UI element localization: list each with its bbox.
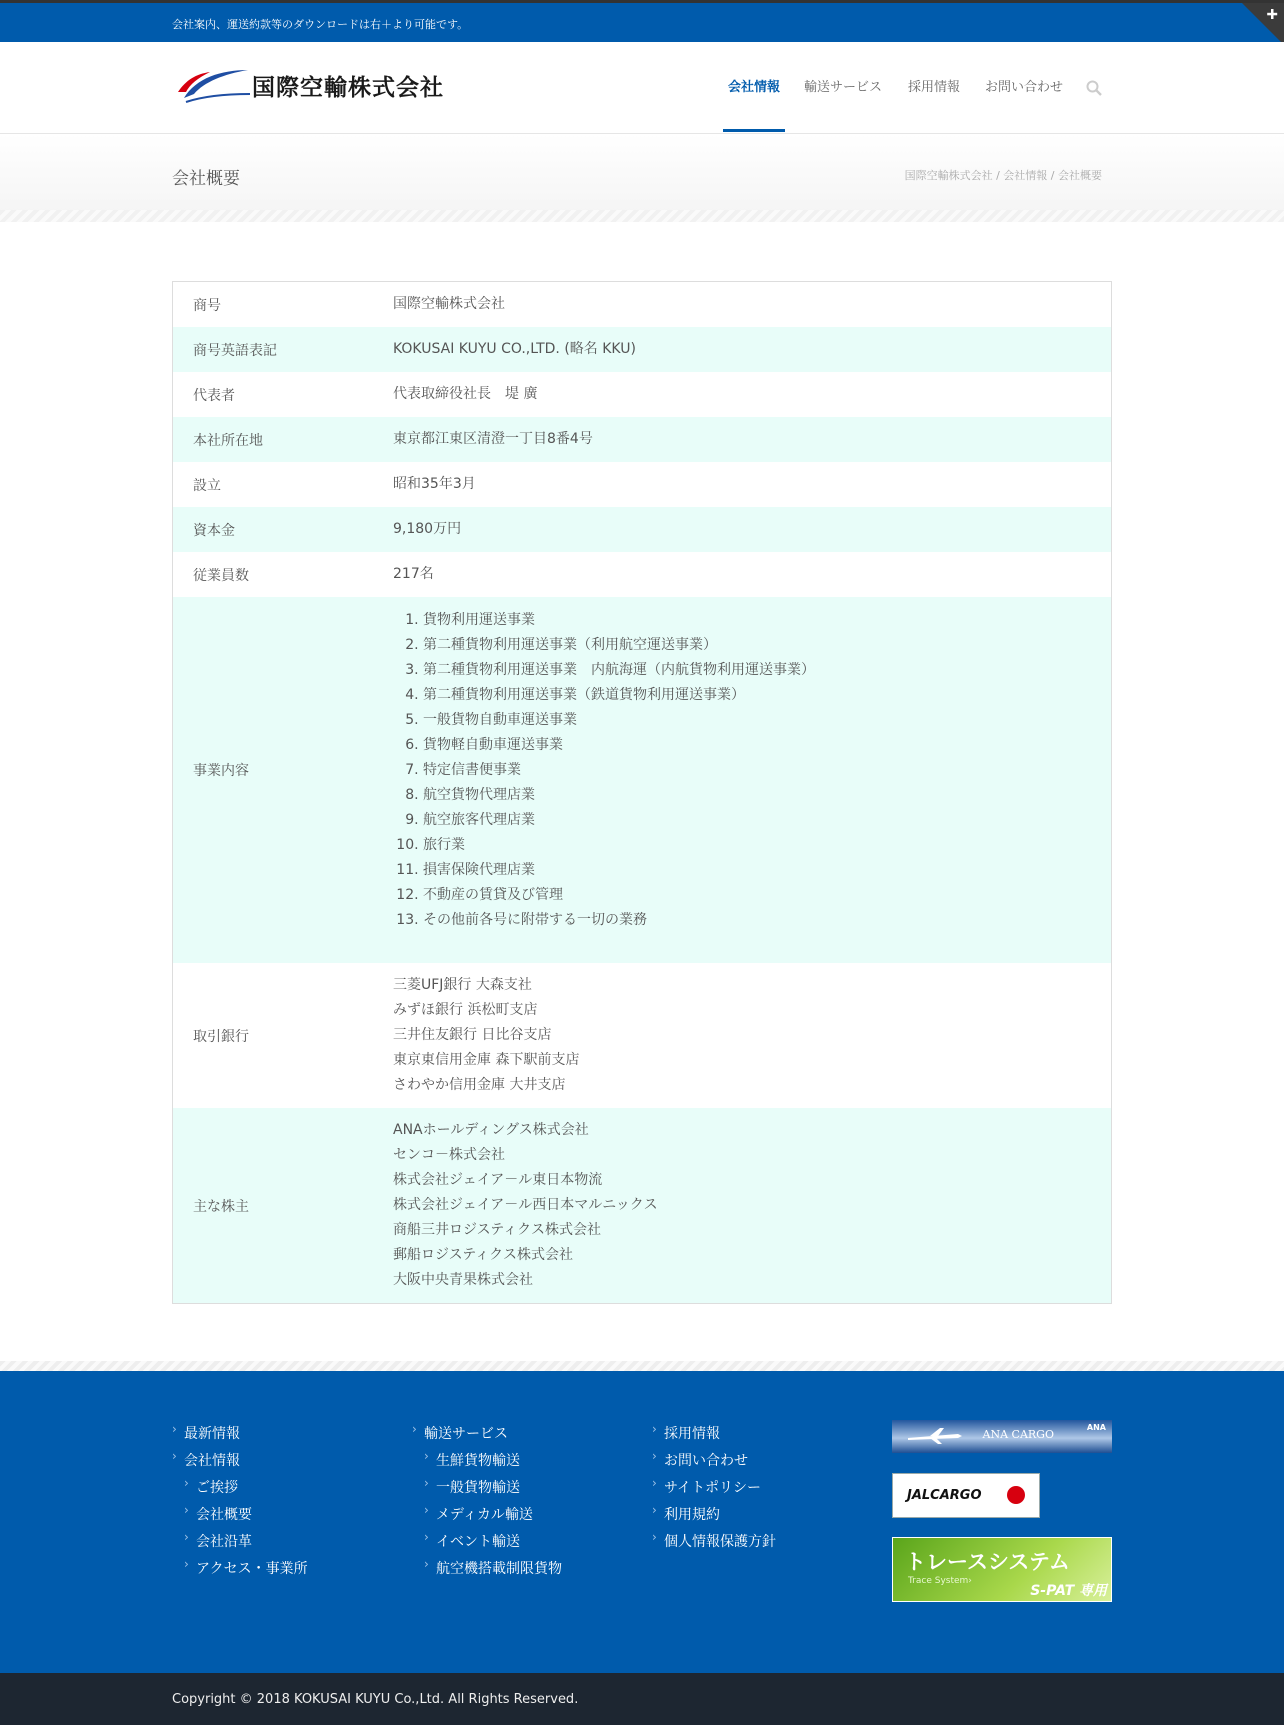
copyright-text: Copyright © 2018 KOKUSAI KUYU Co.,Ltd. All Rights Reserved. [172,1692,579,1707]
nav-contact[interactable]: お問い合わせ [985,80,1064,95]
ana-banner-text: ANA CARGO [982,1428,1054,1441]
trace-system-banner[interactable] [892,1537,1112,1602]
row-key: 従業員数 [193,567,249,584]
list-item: ANAホールディングス株式会社 [393,1122,589,1138]
site-logo[interactable] [176,60,446,110]
list-item: 1. 貨物利用運送事業 [423,608,1111,633]
download-toggle-button[interactable] [1242,3,1284,45]
breadcrumb[interactable]: 国際空輸株式会社 / 会社情報 / 会社概要 [904,169,1102,182]
row-value: 217名 [393,566,434,582]
row-value: 昭和35年3月 [393,476,476,492]
ana-mark: ANA [1086,1423,1106,1432]
row-key: 取引銀行 [193,1028,249,1045]
trace-banner-title: トレースシステム [905,1550,1070,1574]
table-row [173,462,1111,507]
footer-link-recruit[interactable]: › 採用情報 [652,1423,776,1450]
list-item: 8. 航空貨物代理店業 [423,783,1111,808]
list-item: 5. 一般貨物自動車運送事業 [423,708,1111,733]
list-item: 三菱UFJ銀行 大森支社 [393,977,532,993]
logo-text: 国際空輸株式会社 [252,75,444,101]
footer-link-news[interactable]: › 最新情報 [172,1423,308,1450]
company-info-table [172,281,1112,1304]
table-row [173,507,1111,552]
footer-link-history[interactable]: › 会社沿革 [184,1531,308,1558]
copyright-bar [0,1673,1284,1725]
list-item: 3. 第二種貨物利用運送事業 内航海運（内航貨物利用運送事業） [423,658,1111,683]
page-title-bar [0,134,1284,212]
list-item: 郵船ロジスティクス株式会社 [393,1247,574,1263]
ana-cargo-banner[interactable] [892,1420,1112,1453]
row-value: 東京都江東区清澄一丁目8番4号 [393,431,593,447]
footer-link-terms[interactable]: › 利用規約 [652,1504,776,1531]
list-item: 大阪中央青果株式会社 [393,1272,533,1288]
topbar-text: 会社案内、運送約款等のダウンロードは右＋より可能です。 [172,18,469,31]
list-item: 4. 第二種貨物利用運送事業（鉄道貨物利用運送事業） [423,683,1111,708]
business-row [173,597,1111,963]
row-key: 資本金 [193,522,235,539]
shareholders-row [173,1108,1111,1303]
shareholders-list [393,1118,1111,1293]
trace-banner-tag: S-PAT 専用 [1030,1583,1107,1599]
row-value: 国際空輸株式会社 [393,296,505,312]
row-key: 代表者 [193,387,235,404]
list-item: みずほ銀行 浜松町支店 [393,1002,538,1018]
footer-link-greeting[interactable]: › ご挨拶 [184,1477,308,1504]
table-row [173,372,1111,417]
table-row [173,417,1111,462]
list-item: 株式会社ジェイア－ル東日本物流 [393,1172,603,1188]
banks-row [173,963,1111,1108]
footer-link-site-policy[interactable]: › サイトポリシー [652,1477,776,1504]
list-item: 11. 損害保険代理店業 [423,858,1111,883]
list-item: 商船三井ロジスティクス株式会社 [393,1222,602,1238]
title-divider [0,210,1284,222]
airplane-icon [900,1420,970,1453]
list-item: 東京東信用金庫 森下駅前支店 [393,1052,580,1068]
trace-banner-sub: Trace System› [908,1576,972,1586]
logo-swoosh-icon [176,60,252,110]
list-item: 株式会社ジェイア－ル西日本マルニックス [393,1197,658,1213]
list-item: 6. 貨物軽自動車運送事業 [423,733,1111,758]
row-value: 代表取締役社長 堤 廣 [393,386,538,402]
list-item: 12. 不動産の賃貸及び管理 [423,883,1111,908]
row-key: 主な株主 [193,1198,249,1215]
table-row [173,552,1111,597]
list-item: 9. 航空旅客代理店業 [423,808,1111,833]
page-title: 会社概要 [172,169,240,189]
row-value: 9,180万円 [393,521,462,537]
banks-list [393,973,1111,1098]
row-key: 設立 [193,477,221,494]
footer-link-event[interactable]: › イベント輸送 [424,1531,562,1558]
list-item: 三井住友銀行 日比谷支店 [393,1027,552,1043]
footer-link-medical[interactable]: › メディカル輸送 [424,1504,562,1531]
footer-link-fresh[interactable]: › 生鮮貨物輸送 [424,1450,562,1477]
footer-link-privacy[interactable]: › 個人情報保護方針 [652,1531,776,1558]
footer-link-restricted[interactable]: › 航空機搭載制限貨物 [424,1558,562,1585]
footer-link-overview[interactable]: › 会社概要 [184,1504,308,1531]
row-key: 商号英語表記 [193,342,277,359]
list-item: 7. 特定信書便事業 [423,758,1111,783]
jal-crane-icon [1007,1486,1025,1504]
footer-link-contact[interactable]: › お問い合わせ [652,1450,776,1477]
footer-divider [0,1361,1284,1371]
list-item: センコ－株式会社 [393,1147,505,1163]
site-header [0,42,1284,134]
footer-col-company [172,1423,308,1585]
row-key: 本社所在地 [193,432,263,449]
nav-recruitment[interactable]: 採用情報 [908,80,961,95]
business-list-wrap [393,608,1111,933]
nav-transport-services[interactable]: 輸送サービス [804,80,883,95]
footer-col-misc [652,1423,776,1558]
business-list [423,608,1111,933]
table-row [173,282,1111,327]
top-info-bar [0,0,1284,42]
active-nav-indicator [723,129,785,132]
footer-link-general[interactable]: › 一般貨物輸送 [424,1477,562,1504]
footer-col-services [412,1423,562,1585]
jal-banner-text: JALCARGO [907,1488,982,1503]
footer-link-company-info[interactable]: › 会社情報 [172,1450,308,1477]
list-item: さわやか信用金庫 大井支店 [393,1077,566,1093]
jal-cargo-banner[interactable] [892,1473,1040,1518]
list-item: 13. その他前各号に附帯する一切の業務 [423,908,1111,933]
table-row [173,327,1111,372]
footer-link-transport[interactable]: › 輸送サービス [412,1423,562,1450]
nav-company-info[interactable]: 会社情報 [728,80,781,95]
list-item: 2. 第二種貨物利用運送事業（利用航空運送事業） [423,633,1111,658]
search-icon[interactable] [1086,80,1102,96]
site-footer [0,1371,1284,1673]
row-key: 事業内容 [193,763,249,779]
plus-icon [1242,3,1284,45]
list-item: 10. 旅行業 [423,833,1111,858]
footer-link-access[interactable]: › アクセス・事業所 [184,1558,308,1585]
row-key: 商号 [193,297,221,314]
row-value: KOKUSAI KUYU CO.,LTD. (略名 KKU) [393,341,636,357]
